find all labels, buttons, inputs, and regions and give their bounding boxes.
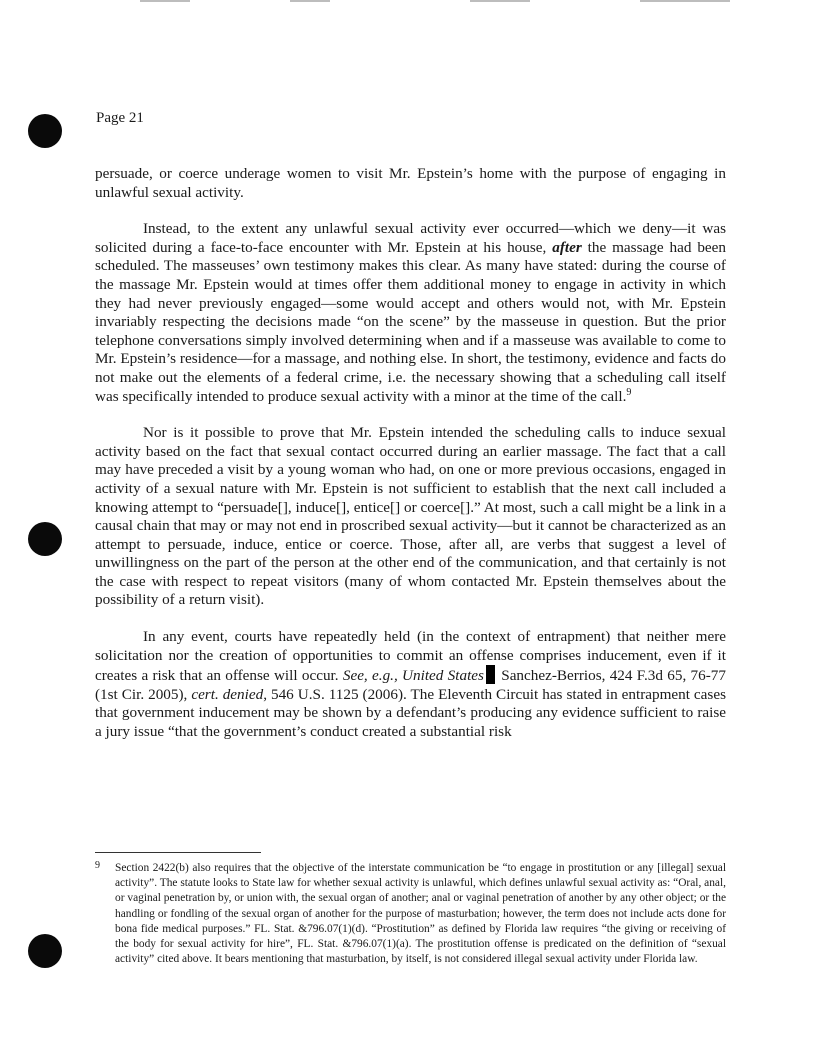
paragraph-text: Instead, to the extent any unlawful sexual activity ever occurred—which we deny—it was solicited during a face-to-face encounter with Mr. Epstein at his house, [95, 220, 726, 256]
scan-artifact [290, 0, 330, 2]
footnote-divider [95, 852, 261, 853]
scan-artifact [140, 0, 190, 2]
paragraph-1: persuade, or coerce underage women to visit Mr. Epstein’s home with the purpose of engaging in unlawful sexual activity. [95, 165, 726, 201]
case-citation: See, e.g., United States [342, 667, 484, 685]
page-number: Page 21 [96, 110, 144, 126]
scan-artifact [640, 0, 730, 2]
paragraph-text: In any event, courts have repeatedly held (in the context of entrapment) that neither mere solicitation nor the creation of opportunities to commit an offense comprises inducement, even if it creates a risk that an offense will occur. [95, 628, 726, 685]
citation-signal: cert. denied [191, 685, 264, 703]
paragraph-3: Nor is it possible to prove that Mr. Epstein intended the scheduling calls to induce sexual activity based on the fact that sexual contact occurred during an earlier massage. The fact that a call may have preceded a visit by a young woman who had, on one or more previous occasions, engaged in activity of a sexual nature with Mr. Epstein is not sufficient to establish that the next call included a knowing attempt to “persuade[], induce[], entice[] or coerce[].” At most, such a call might be a link in a causal chain that may or may not end in proscribed sexual activity—but it cannot be characterized as an attempt to persuade, induce, entice or coerce. Those, after all, are verbs that suggest a level of unwillingness on the part of the person at the other end of the communication, and that certainly is not the case with respect to repeat visitors (many of whom contacted Mr. Epstein themselves about the possibility of a return visit). [95, 424, 726, 609]
redaction-bar [486, 665, 495, 684]
punch-hole [28, 522, 62, 556]
footnote-number: 9 [95, 860, 100, 871]
document-body [95, 165, 726, 760]
footnote-text: Section 2422(b) also requires that the objective of the interstate communication be “to engage in prostitution or any [illegal] sexual activity”. The statute looks to State law for whether sexual activity is unlawful, which defines unlawful sexual activity as: “Oral, anal, or vaginal penetration by, or union with, the sexual organ of another; anal or vaginal penetration of another by any other object; or the handling or fondling of the sexual organ of another for the purpose of masturbation; however, the term does not include acts done for bona fide medical purposes.” FL. Stat. &796.07(1)(d). “Prostitution” as defined by Florida law requires “the giving or receiving of the body for sexual activity for hire”, FL. Stat. &796.07(1)(a). The prostitution offense is predicated on the definition of “sexual activity” cited above. It bears mentioning that masturbation, by itself, is not considered illegal sexual activity under Florida law. [115, 862, 726, 966]
paragraph-4 [95, 628, 726, 742]
paragraph-text: Sanchez-Berrios, 424 F.3d 65, 76-77 (1st Cir. 2005), [95, 667, 726, 703]
paragraph-2 [95, 220, 726, 406]
punch-hole [28, 934, 62, 968]
scan-artifact [470, 0, 530, 2]
paragraph-text: , 546 U.S. 1125 (2006). The Eleventh Circuit has stated in entrapment cases that government inducement may be shown by a defendant’s producing any evidence sufficient to raise a jury issue “that the government’s conduct created a substantial risk [95, 685, 726, 741]
emphasis-after: after [552, 238, 582, 256]
punch-hole [28, 114, 62, 148]
paragraph-text: the massage had been scheduled. The masseuses’ own testimony makes this clear. As many have stated: during the course of the massage Mr. Epstein would at times offer them additional money to engage in activity in which they had never previously engaged—some would accept and others would not, with Mr. Epstein invariably respecting the decisions made “on the scene” by the masseuse in question. But the prior telephone conversations simply involved determining when and if a masseuse was available to come to Mr. Epstein’s residence—for a massage, and nothing else. In short, the testimony, evidence and facts do not make out the elements of a federal crime, i.e. the necessary showing that a scheduling call itself was specifically intended to produce sexual activity with a minor at the time of the call. [95, 238, 726, 405]
footnote-9 [95, 861, 726, 967]
footnote-reference: 9 [626, 386, 632, 398]
